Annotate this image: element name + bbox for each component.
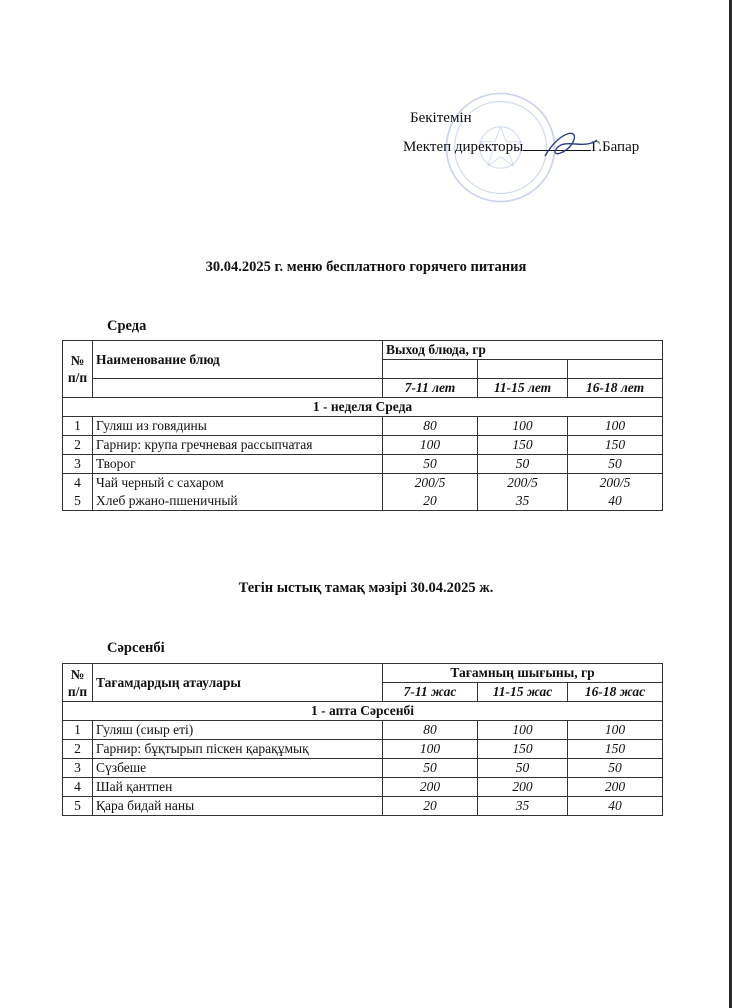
- row-num-a: 4: [74, 475, 81, 490]
- portion-value: 100: [478, 417, 568, 436]
- portion-value: [478, 474, 568, 511]
- portion-b: 35: [515, 493, 530, 508]
- dish-name: Гарнир: крупа гречневая рассыпчатая: [93, 436, 383, 455]
- portion-value: 150: [568, 740, 663, 759]
- empty-cell: [383, 360, 478, 379]
- portion-value: 150: [568, 436, 663, 455]
- empty-cell: [568, 360, 663, 379]
- table-row: [63, 436, 663, 455]
- portion-value: 100: [568, 417, 663, 436]
- col-output-header: Выход блюда, гр: [383, 341, 663, 360]
- col-output-header: Тағамның шығыны, гр: [383, 664, 663, 683]
- age-header: 11-15 жас: [478, 683, 568, 702]
- portion-value: 200: [568, 778, 663, 797]
- portion-value: 50: [478, 455, 568, 474]
- portion-value: 80: [383, 417, 478, 436]
- day-label-kz: Сәрсенбі: [107, 640, 165, 656]
- age-header: 16-18 лет: [568, 379, 663, 398]
- table-row: [63, 455, 663, 474]
- col-num-header: № п/п: [63, 664, 93, 702]
- portion-a: 200/5: [507, 475, 538, 490]
- approve-label: Бекітемін: [410, 110, 472, 126]
- dish-name: Шай қантпен: [93, 778, 383, 797]
- portion-value: 150: [478, 740, 568, 759]
- signature-icon: [535, 128, 605, 164]
- week-row: 1 - неделя Среда: [63, 398, 663, 417]
- row-num: 2: [63, 436, 93, 455]
- row-num: 1: [63, 417, 93, 436]
- age-header: 7-11 жас: [383, 683, 478, 702]
- portion-value: 50: [568, 759, 663, 778]
- menu-title-ru: 30.04.2025 г. меню бесплатного горячего питания: [205, 259, 527, 275]
- menu-table-ru: [62, 340, 663, 511]
- table-row: [63, 740, 663, 759]
- portion-value: 50: [383, 759, 478, 778]
- age-header: 11-15 лет: [478, 379, 568, 398]
- portion-value: 100: [568, 721, 663, 740]
- portion-b: 20: [423, 493, 437, 508]
- director-label: Мектеп директоры: [403, 139, 524, 155]
- dish-name: Гарнир: бұқтырып піскен қарақұмық: [93, 740, 383, 759]
- row-num: 3: [63, 759, 93, 778]
- row-num: 1: [63, 721, 93, 740]
- portion-value: 50: [568, 455, 663, 474]
- row-num: [63, 474, 93, 511]
- portion-b: 40: [608, 493, 622, 508]
- portion-value: 100: [478, 721, 568, 740]
- portion-value: 50: [383, 455, 478, 474]
- table-row: [63, 778, 663, 797]
- table-row: [63, 721, 663, 740]
- portion-value: 200: [478, 778, 568, 797]
- table-row: [63, 417, 663, 436]
- table-row: [63, 759, 663, 778]
- menu-table-kz: [62, 663, 663, 816]
- row-num: 2: [63, 740, 93, 759]
- row-num-b: 5: [74, 493, 81, 508]
- row-num: 5: [63, 797, 93, 816]
- dish-name: Сүзбеше: [93, 759, 383, 778]
- director-name: Г.Бапар: [591, 139, 640, 155]
- portion-value: 150: [478, 436, 568, 455]
- dish-name: Гуляш из говядины: [93, 417, 383, 436]
- week-row: 1 - апта Сәрсенбі: [63, 702, 663, 721]
- portion-value: 80: [383, 721, 478, 740]
- empty-cell: [478, 360, 568, 379]
- col-name-header: Тағамдардың атаулары: [93, 664, 383, 702]
- portion-value: 100: [383, 436, 478, 455]
- menu-title-kz: Тегін ыстық тамақ мәзірі 30.04.2025 ж.: [238, 580, 494, 596]
- portion-a: 200/5: [599, 475, 631, 490]
- row-num: 4: [63, 778, 93, 797]
- age-header: 7-11 лет: [383, 379, 478, 398]
- table-row: [63, 797, 663, 816]
- dish-name: [93, 474, 383, 511]
- portion-value: 40: [568, 797, 663, 816]
- dish-name: Қара бидай наны: [93, 797, 383, 816]
- portion-value: 100: [383, 740, 478, 759]
- portion-a: 200/5: [414, 475, 446, 490]
- dish-name: Гуляш (сиыр еті): [93, 721, 383, 740]
- table-row: [63, 474, 663, 511]
- empty-cell: [93, 379, 383, 398]
- day-label-ru: Среда: [107, 318, 147, 334]
- portion-value: [383, 474, 478, 511]
- age-header: 16-18 жас: [568, 683, 663, 702]
- col-name-header: Наименование блюд: [93, 341, 383, 379]
- portion-value: 50: [478, 759, 568, 778]
- dish-name-a: Чай черный с сахаром: [96, 475, 224, 490]
- dish-name: Творог: [93, 455, 383, 474]
- portion-value: 20: [383, 797, 478, 816]
- portion-value: 200: [383, 778, 478, 797]
- row-num: 3: [63, 455, 93, 474]
- col-num-header: № п/п: [63, 341, 93, 398]
- portion-value: 35: [478, 797, 568, 816]
- dish-name-b: Хлеб ржано-пшеничный: [96, 493, 238, 508]
- portion-value: [568, 474, 663, 511]
